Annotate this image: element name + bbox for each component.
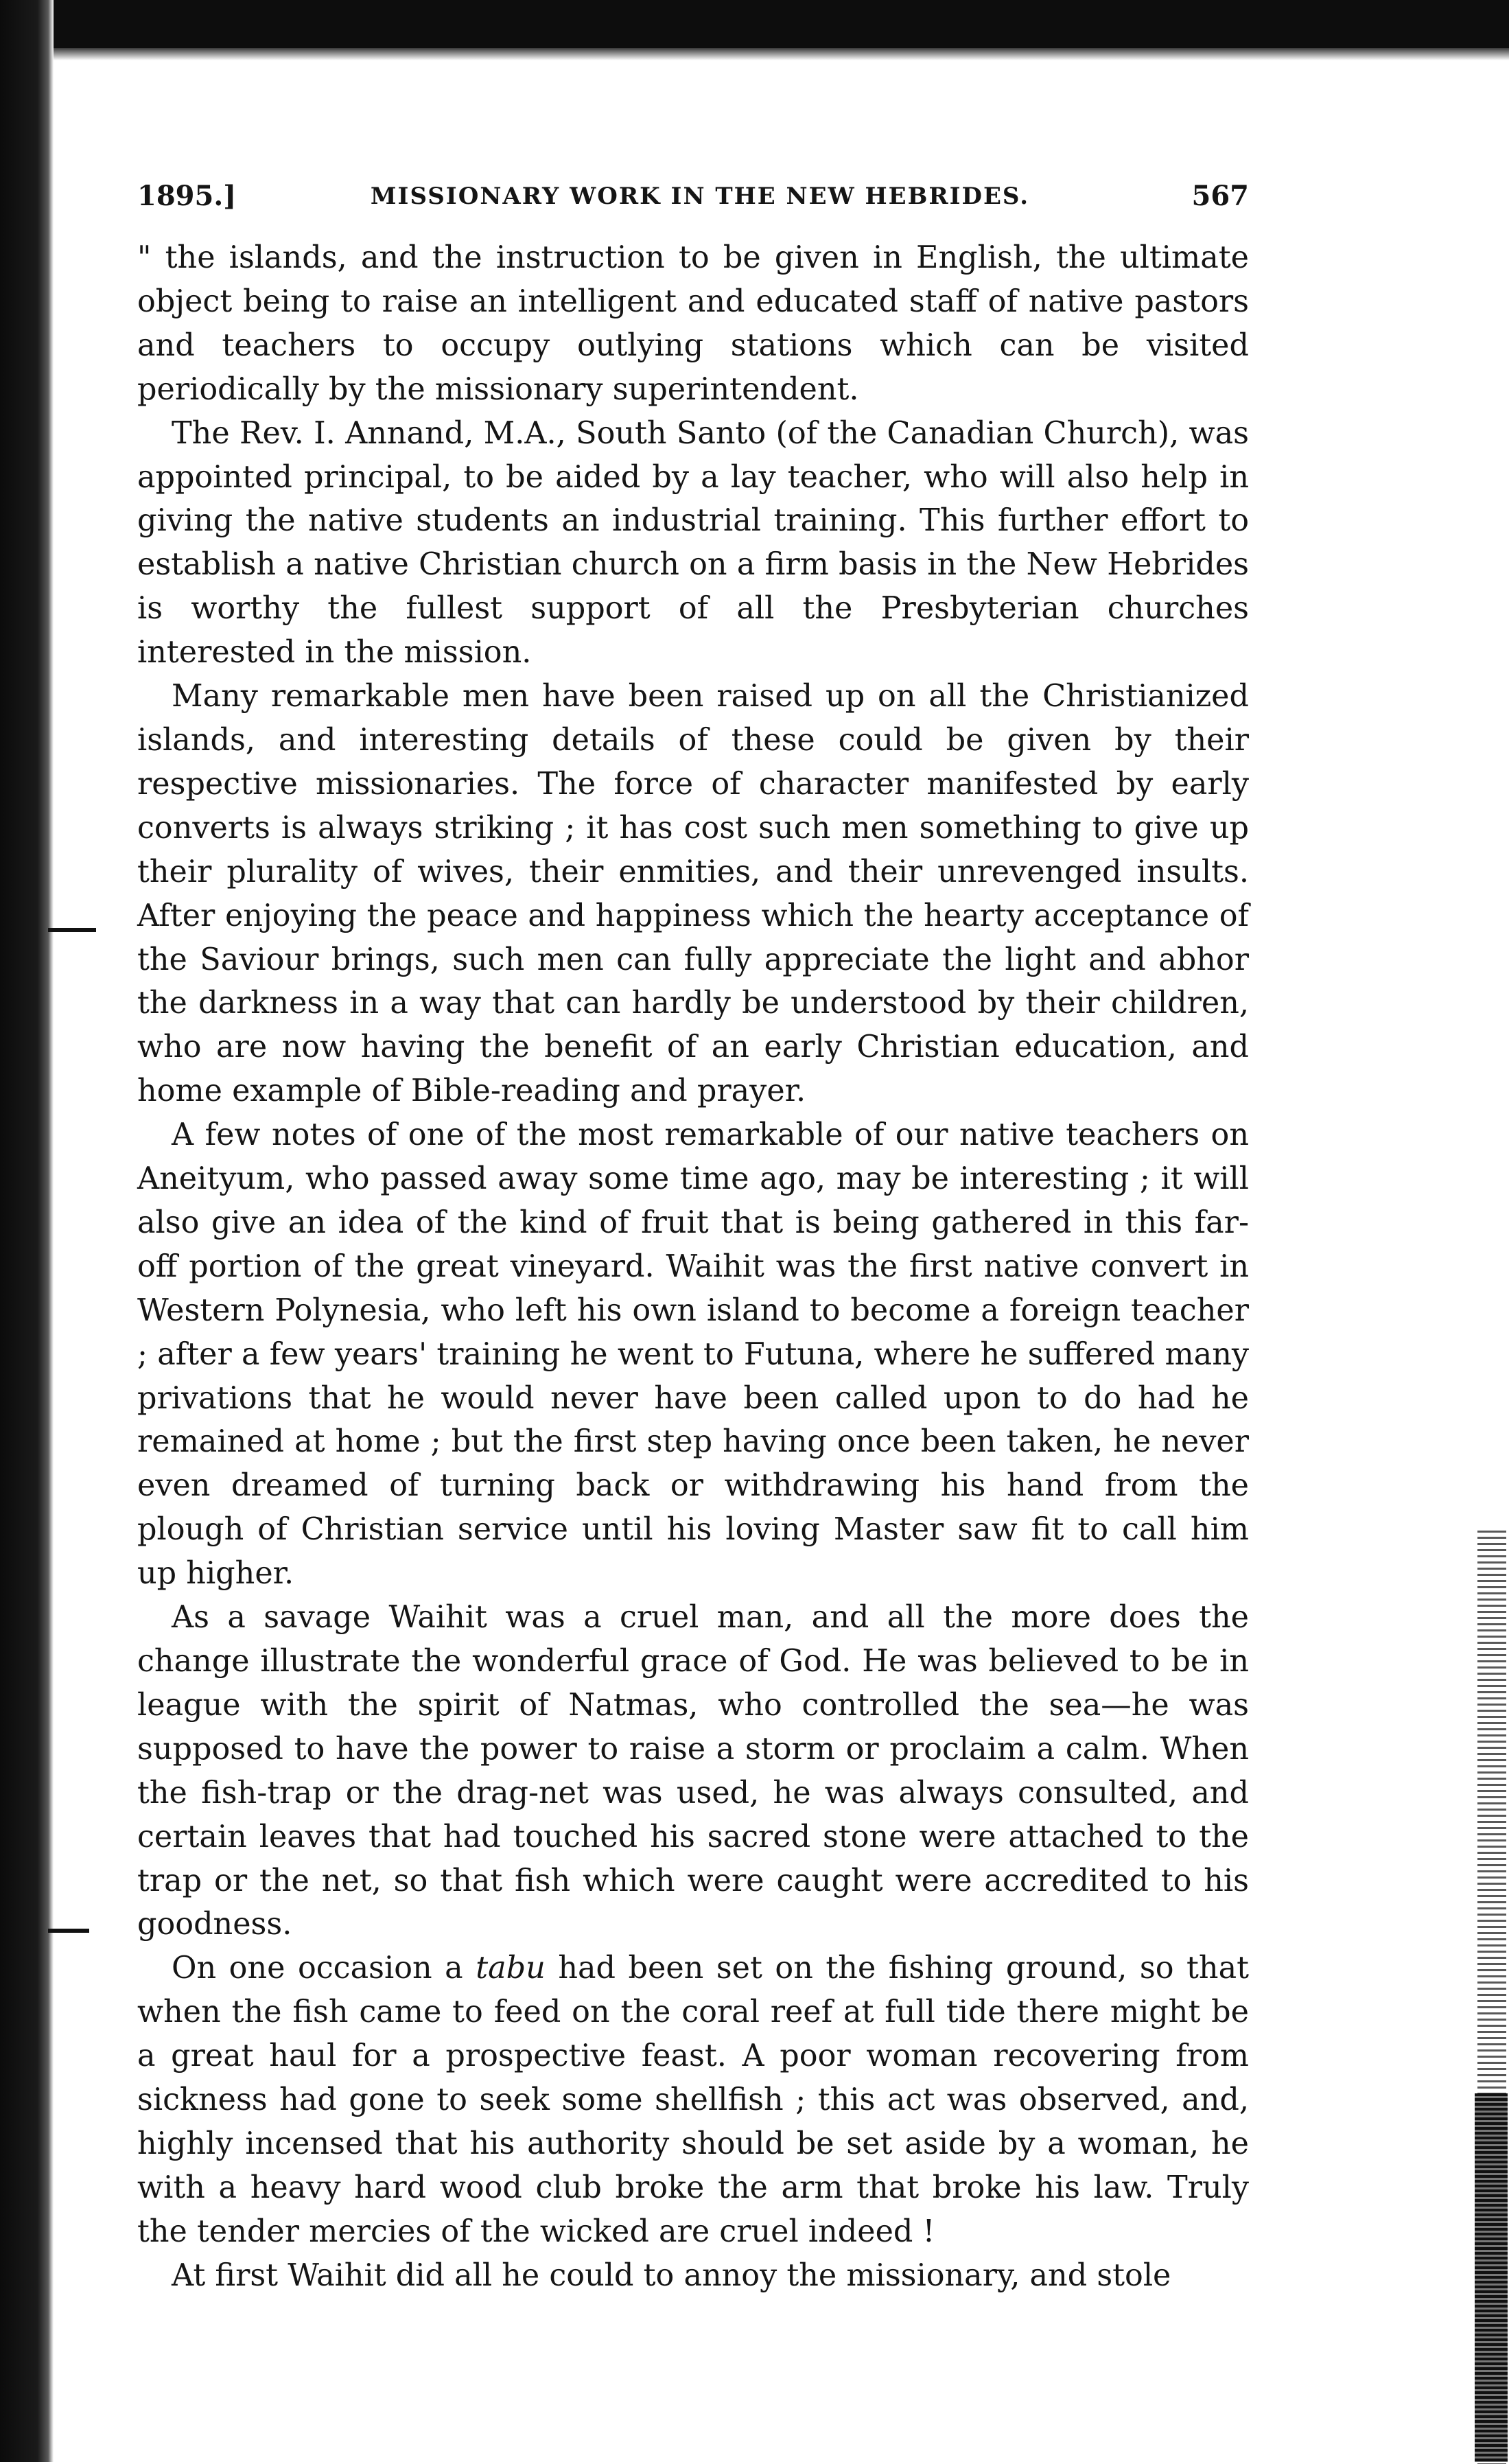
scan-top-shadow [0,48,1509,60]
header-title: MISSIONARY WORK IN THE NEW HEBRIDES. [370,183,1030,210]
paragraph-annand: The Rev. I. Annand, M.A., South Santo (of the Canadian Church), was appointed principal, to be aided by a lay teacher, who will also help in giving the native students an industrial training. This further effort to establish a native Christian church on a firm basis in the New Hebrides is worthy the fullest support of all the Presbyterian churches interested in the mission. [137,415,1249,671]
article-body [137,236,1249,2298]
header-year: 1895.] [137,180,237,212]
running-header [137,180,1249,221]
scan-margin-mark [48,928,96,932]
paragraph-continuation: " the islands, and the instruction to be given in English, the ultimate object being to raise an intelligent and educated staff of native pastors and teachers to occupy outlying stations which can be visited periodically by the missionary superintendent. [137,240,1249,407]
scan-margin-mark [48,1929,89,1933]
italic-term: tabu [476,1951,546,1986]
page-number: 567 [1191,180,1249,212]
paragraph-final: At first Waihit did all he could to annoy the missionary, and stole [172,2257,1171,2293]
scan-left-border [0,0,54,2462]
paragraph-waihit-intro: A few notes of one of the most remarkable of our native teachers on Aneityum, who passed away some time ago, may be interesting ; it will also give an idea of the kind of fruit that is being gathered in this far-off portion of the great vineyard. Waihit was the first native convert in Western Polynesia, who left his own island to become a foreign teacher ; after a few years' training he went to Futuna, where he suffered many privations that he would never have been called upon to do had he remained at home ; but the first step having once been taken, he never even dreamed of turning back or withdrawing his hand from the plough of Christian service until his loving Master saw fit to call him up higher. [137,1117,1249,1592]
paragraph-waihit-savage: As a savage Waihit was a cruel man, and all the more does the change illustrate the wonderful grace of God. He was believed to be in league with the spirit of Natmas, who controlled the sea—he was supposed to have the power to raise a storm or proclaim a calm. When the fish-trap or the drag-net was used, he was always consulted, and certain leaves that had touched his sacred stone were attached to the trap or the net, so that fish which were caught were accredited to his goodness. [137,1600,1249,1942]
paragraph-remarkable-men: Many remarkable men have been raised up on all the Christianized islands, and interesting details of these could be given by their respective missionaries. The force of character manifested by early converts is always striking ; it has cost such men something to give up their plurality of wives, their enmities, and their unrevenged insults. After enjoying the peace and happiness which the hearty acceptance of the Saviour brings, such men can fully appreciate the light and abhor the darkness in a way that can hardly be understood by their children, who are now having the benefit of an early Christian education, and home example of Bible-reading and prayer. [137,679,1249,1109]
scan-right-edge-dense [1475,2093,1508,2462]
paragraph-tabu: On one occasion a tabu had been set on the fishing ground, so that when the fish came to feed on the coral reef at full tide there might be a great haul for a prospective feast. A poor woman recovering from sickness had gone to seek some shellfish ; this act was observed, and, highly incensed that his authority should be set aside by a woman, he with a heavy hard wood club broke the arm that broke his law. Truly the tender mercies of the wicked are cruel indeed ! [137,1951,1249,2249]
scan-top-border [0,0,1509,48]
